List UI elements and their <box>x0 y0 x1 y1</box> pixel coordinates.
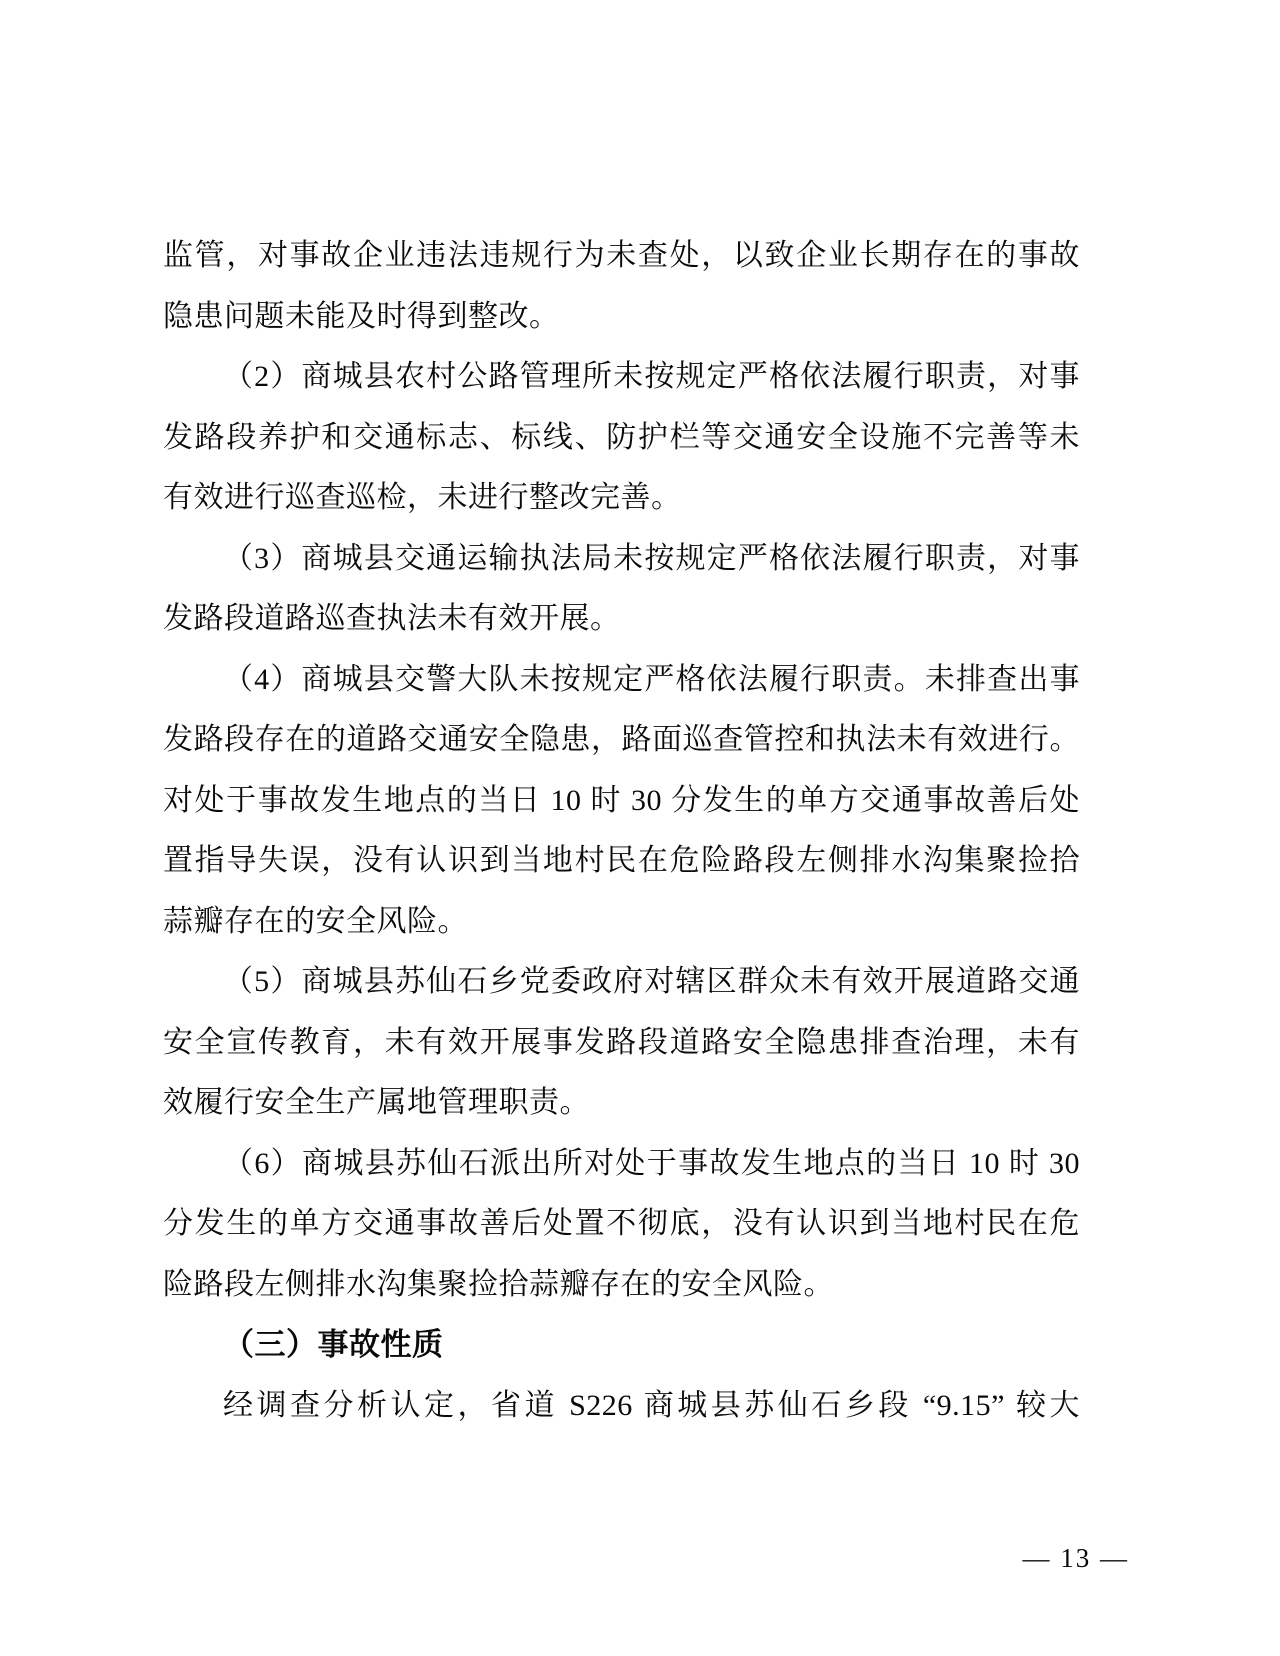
text-line: 效履行安全生产属地管理职责。 <box>163 1086 590 1119</box>
text-line: 监管，对事故企业违法违规行为未查处，以致企业长期存在的事故 <box>163 239 1080 272</box>
text-line: 安全宣传教育，未有效开展事发路段道路安全隐患排查治理，未有 <box>163 1025 1080 1059</box>
text-line: 对处于事故发生地点的当日 10 时 30 分发生的单方交通事故善后处 <box>163 783 1080 817</box>
text-line: 置指导失误，没有认识到当地村民在危险路段左侧排水沟集聚捡拾 <box>163 844 1080 877</box>
text-line: 经调查分析认定，省道 S226 商城县苏仙石乡段 “9.15” 较大 <box>223 1388 1080 1422</box>
text-line: （2）商城县农村公路管理所未按规定严格依法履行职责，对事 <box>223 360 1080 393</box>
text-line: 蒜瓣存在的安全风险。 <box>163 904 468 938</box>
text-line: 隐患问题未能及时得到整改。 <box>163 299 560 333</box>
text-line: （3）商城县交通运输执法局未按规定严格依法履行职责，对事 <box>223 541 1080 575</box>
text-line: （4）商城县交警大队未按规定严格依法履行职责。未排查出事 <box>223 662 1080 696</box>
text-line: （5）商城县苏仙石乡党委政府对辖区群众未有效开展道路交通 <box>223 965 1080 998</box>
text-line: 发路段道路巡查执法未有效开展。 <box>163 602 621 635</box>
section-heading: （三）事故性质 <box>223 1327 444 1362</box>
text-line: 分发生的单方交通事故善后处置不彻底，没有认识到当地村民在危 <box>163 1207 1080 1240</box>
body-text <box>163 226 1080 1436</box>
text-line: 险路段左侧排水沟集聚捡拾蒜瓣存在的安全风险。 <box>163 1267 834 1301</box>
text-line: 发路段养护和交通标志、标线、防护栏等交通安全设施不完善等未 <box>163 420 1080 454</box>
text-line: 有效进行巡查巡检，未进行整改完善。 <box>163 481 682 514</box>
page-number: — 13 — <box>1022 1543 1129 1573</box>
text-line: 发路段存在的道路交通安全隐患，路面巡查管控和执法未有效进行。 <box>163 723 1080 756</box>
text-line: （6）商城县苏仙石派出所对处于事故发生地点的当日 10 时 30 <box>223 1146 1080 1180</box>
